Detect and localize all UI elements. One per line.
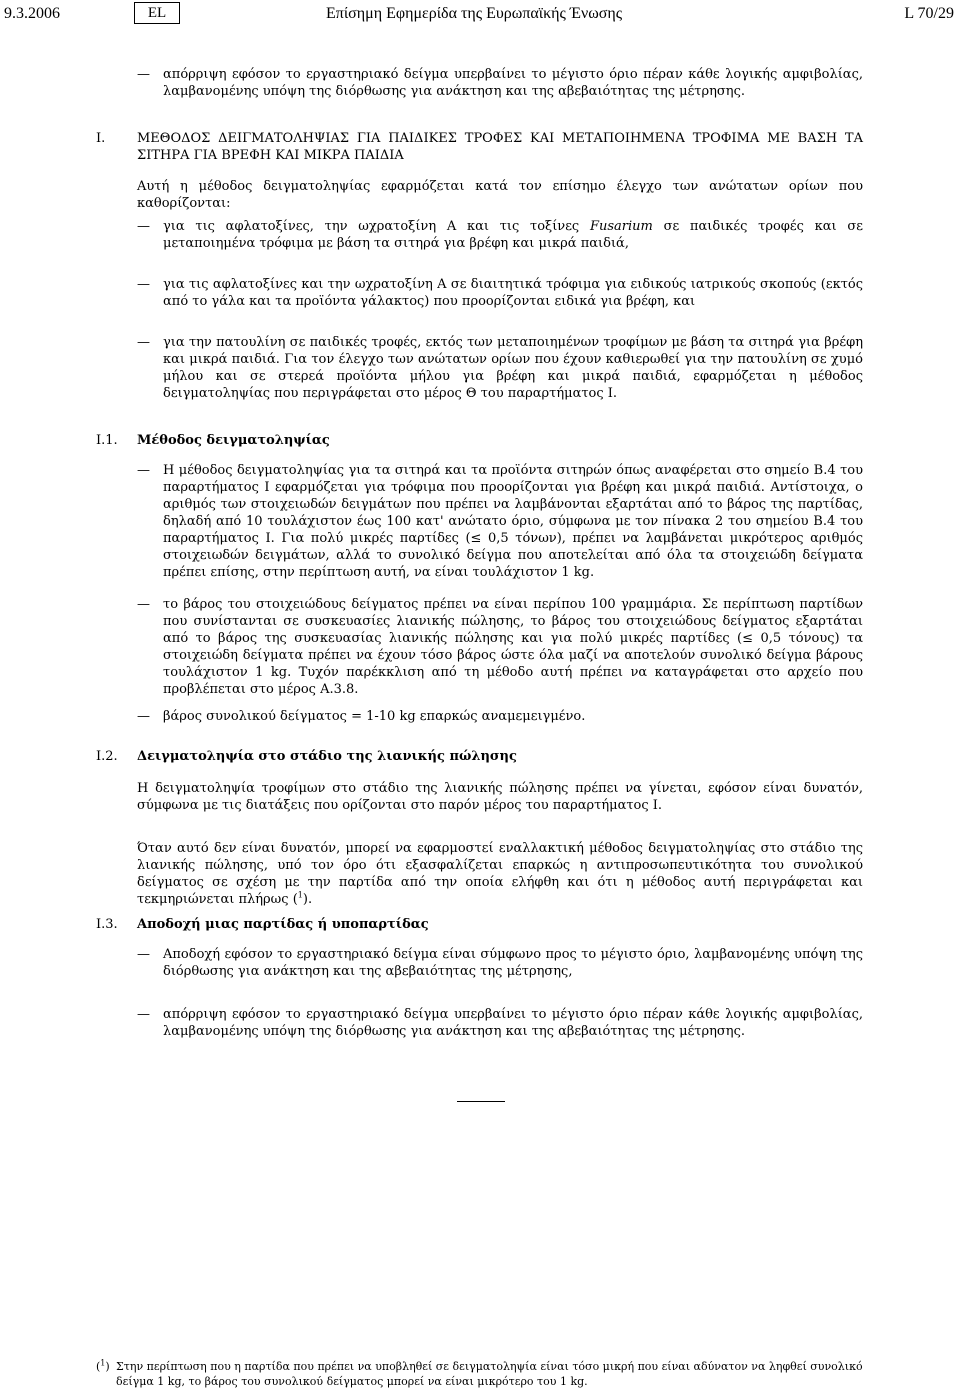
- section-number: I.1.: [96, 433, 118, 448]
- page-number: L 70/29: [904, 5, 954, 22]
- dash-marker: —: [137, 67, 150, 82]
- dash-marker: —: [137, 463, 150, 478]
- paragraph: Όταν αυτό δεν είναι δυνατόν, μπορεί να εφαρμοστεί εναλλακτική μέθοδος δειγματοληψίας στο στάδιο της λιανικής πώλησης, υπό τον όρο ότι εξασφαλίζεται επαρκώς η αντιπροσωπευτικότητα του συνολικού δείγματος σε σχέση με την παρτίδα από την οποία ελήφθη και ότι η μέθοδος αυτή περιγράφεται και τεκμηριώνεται πλήρως ($^1$).: [137, 841, 863, 907]
- list-item: [137, 334, 863, 402]
- list-item-text: για την πατουλίνη σε παιδικές τροφές, εκτός των μεταποιημένων τροφίμων με βάση τα σιτηρά για βρέφη και μικρά παιδιά. Για τον έλεγχο των ανώτατων ορίων που έχουν καθιερωθεί για την πατουλίνη σε χυμό μήλου και σε στερεά προϊόντα μήλου για βρέφη και μικρά παιδιά, εφαρμόζεται η μέθοδος δειγματοληψίας που περιγράφεται στο μέρος Θ του παραρτήματος Ι.: [163, 335, 863, 401]
- dash-marker: —: [137, 947, 150, 962]
- section-title: Δειγματοληψία στο στάδιο της λιανικής πώλησης: [137, 749, 517, 764]
- list-item-text: για τις αφλατοξίνες και την ωχρατοξίνη Α σε διαιτητικά τρόφιμα για ειδικούς ιατρικούς σκοπούς (εκτός από το γάλα και τα προϊόντα γάλακτος) που προορίζονται ειδικά για βρέφη, και: [163, 277, 863, 309]
- list-item-text: για τις αφλατοξίνες, την ωχρατοξίνη Α και τις τοξίνες Fusarium σε παιδικές τροφές και σε μεταποιημένα τρόφιμα με βάση τα σιτηρά για βρέφη και μικρά παιδιά,: [163, 219, 863, 251]
- dash-marker: —: [137, 335, 150, 350]
- section-number: I.: [96, 131, 106, 146]
- list-item: [137, 596, 863, 698]
- paragraph: Η δειγματοληψία τροφίμων στο στάδιο της λιανικής πώλησης πρέπει να γίνεται, εφόσον είναι δυνατόν, σύμφωνα με τις διατάξεις που ορίζονται στο παρόν μέρος του παραρτήματος Ι.: [137, 781, 863, 813]
- paragraph: Αυτή η μέθοδος δειγματοληψίας εφαρμόζεται κατά τον επίσημο έλεγχο των ανώτατων ορίων που καθορίζονται:: [137, 179, 863, 211]
- list-item: [137, 66, 863, 100]
- list-item: [137, 1006, 863, 1040]
- language-code-box: EL: [134, 2, 180, 24]
- publication-date: 9.3.2006: [4, 5, 60, 22]
- list-item-text: Η μέθοδος δειγματοληψίας για τα σιτηρά και τα προϊόντα σιτηρών όπως αναφέρεται στο σημείο Β.4 του παραρτήματος Ι εφαρμόζεται για τρόφιμα που προορίζονται για βρέφη και μικρά παιδιά. Αντίστοιχα, ο αριθμός των στοιχειωδών δειγμάτων που πρέπει να λαμβάνονται εξαρτάται από το βάρος της παρτίδας, δηλαδή από 10 τουλάχιστον έως 100 κατ' ανώτατο όριο, σύμφωνα με τον πίνακα 2 του σημείου Β.4 του παραρτήματος Ι. Για πολύ μικρές παρτίδες (≤ 0,5 τόνων), πρέπει να λαμβάνεται μικρότερος αριθμός στοιχειωδών δειγμάτων, αλλά το συνολικό δείγμα που αποτελείται από όλα τα στοιχειώδη δείγματα πρέπει επίσης, στην περίπτωση αυτή, να είναι τουλάχιστον 1 kg.: [163, 463, 863, 580]
- dash-marker: —: [137, 1007, 150, 1022]
- footnote-text: Στην περίπτωση που η παρτίδα που πρέπει να υποβληθεί σε δειγματοληψία είναι τόσο μικρή που είναι αδύνατον να ληφθεί συνολικό δείγμα 1 kg, το βάρος του συνολικού δείγματος μπορεί να είναι μικρότερο του 1 kg.: [116, 1360, 863, 1388]
- list-item-text: βάρος συνολικού δείγματος = 1-10 kg επαρκώς αναμεμειγμένο.: [163, 709, 586, 724]
- section-number: I.2.: [96, 749, 118, 764]
- list-item: [137, 462, 863, 581]
- dash-marker: —: [137, 277, 150, 292]
- list-item-text: απόρριψη εφόσον το εργαστηριακό δείγμα υπερβαίνει το μέγιστο όριο πέραν κάθε λογικής αμφιβολίας, λαμβανομένης υπόψη της διόρθωσης για ανάκτηση και της αβεβαιότητας της μέτρησης.: [163, 67, 863, 99]
- list-item-text: το βάρος του στοιχειώδους δείγματος πρέπει να είναι περίπου 100 γραμμάρια. Σε περίπτωση παρτίδων που συνίστανται σε συσκευασίες λιανικής πώλησης, το βάρος του στοιχειώδους δείγματος εξαρτάται από το βάρος της συσκευασίας λιανικής πώλησης και για πολύ μικρές παρτίδες (≤ 0,5 τόνους) τα στοιχειώδη δείγματα πρέπει να έχουν τόσο βάρος ώστε όλα μαζί να αποτελούν συνολικό δείγμα βάρους τουλάχιστον 1 kg. Τυχόν παρέκκλιση από τη μέθοδο αυτή πρέπει να καταγράφεται στο αρχείο που προβλέπεται στο μέρος Α.3.8.: [163, 597, 863, 697]
- footnote: [96, 1359, 866, 1389]
- list-item-text: Αποδοχή εφόσον το εργαστηριακό δείγμα είναι σύμφωνο προς το μέγιστο όριο, λαμβανομένης υπόψη της διόρθωσης για ανάκτηση και της αβεβαιότητας της μέτρησης,: [163, 947, 863, 979]
- list-item: [137, 276, 863, 310]
- list-item: [137, 946, 863, 980]
- section-title: Αποδοχή μιας παρτίδας ή υποπαρτίδας: [137, 917, 429, 932]
- footnote-marker: ($^1$): [96, 1358, 110, 1373]
- footnote-separator: [457, 1101, 505, 1102]
- list-item: [137, 708, 863, 725]
- dash-marker: —: [137, 709, 150, 724]
- page-header: [0, 4, 960, 28]
- section-title: ΜΕΘΟΔΟΣ ΔΕΙΓΜΑΤΟΛΗΨΙΑΣ ΓΙΑ ΠΑΙΔΙΚΕΣ ΤΡΟΦΕΣ ΚΑΙ ΜΕΤΑΠΟΙΗΜΕΝΑ ΤΡΟΦΙΜΑ ΜΕ ΒΑΣΗ ΤΑ ΣΙΤΗΡΑ ΓΙΑ ΒΡΕΦΗ ΚΑΙ ΜΙΚΡΑ ΠΑΙΔΙΑ: [137, 131, 863, 163]
- list-item: [137, 218, 863, 252]
- footnote-reference: 1: [297, 890, 303, 900]
- section-number: I.3.: [96, 917, 118, 932]
- journal-title: Επίσημη Εφημερίδα της Ευρωπαϊκής Ένωσης: [326, 5, 623, 22]
- dash-marker: —: [137, 219, 150, 234]
- section-title: Μέθοδος δειγματοληψίας: [137, 433, 330, 448]
- dash-marker: —: [137, 597, 150, 612]
- list-item-text: απόρριψη εφόσον το εργαστηριακό δείγμα υπερβαίνει το μέγιστο όριο πέραν κάθε λογικής αμφιβολίας, λαμβανομένης υπόψη της διόρθωσης για ανάκτηση και της αβεβαιότητας της μέτρησης.: [163, 1007, 863, 1039]
